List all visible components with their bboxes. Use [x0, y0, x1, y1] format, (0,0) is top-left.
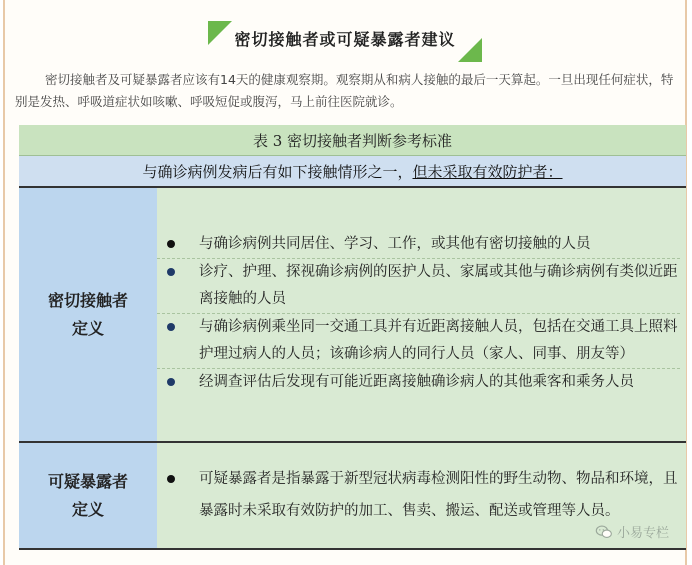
green-corner-decoration [458, 38, 482, 62]
title-box [208, 21, 481, 56]
green-corner-decoration [208, 21, 232, 45]
intro-paragraph: 密切接触者及可疑暴露者应该有14天的健康观察期。观察期从和病人接触的最后一天算起。一旦出现任何症状，特别是发热、呼吸道症状如咳嗽、呼吸短促或腹泻，马上前往医院就诊。 [15, 72, 674, 109]
bullet-icon [167, 323, 175, 331]
bullet-icon [167, 378, 175, 386]
list-item-text: 与确诊病例共同居住、学习、工作，或其他有密切接触的人员 [199, 236, 591, 252]
table-caption-row [19, 125, 686, 156]
list-item-text: 与确诊病例乘坐同一交通工具并有近距离接触人员，包括在交通工具上照料护理过病人的人员；该确诊病人的同行人员（家人、同事、朋友等） [199, 319, 678, 362]
list-item [157, 314, 680, 369]
title-area [5, 18, 685, 58]
table-row-suspected-exposure [19, 443, 686, 549]
list-item-text: 经调查评估后发现有可能近距离接触确诊病人的其他乘客和乘务人员 [199, 374, 634, 390]
page-title: 密切接触者或可疑暴露者建议 [234, 29, 456, 49]
row-label-line: 定义 [71, 318, 104, 338]
row-content-close-contact [157, 187, 686, 442]
row-label-suspected-exposure [19, 443, 157, 549]
bullet-icon [167, 268, 175, 276]
list-item [157, 463, 680, 527]
table-row-close-contact [19, 187, 686, 442]
table-intro-row [19, 156, 686, 188]
watermark-text: 小易专栏 [616, 526, 669, 541]
wechat-icon [595, 525, 613, 539]
page [3, 0, 687, 565]
watermark [595, 522, 669, 541]
table-caption: 表 3 密切接触者判断参考标准 [19, 125, 686, 156]
bullet-icon [167, 240, 175, 248]
contact-criteria-table [19, 125, 686, 550]
list-item [157, 231, 680, 259]
row-label-close-contact [19, 187, 157, 442]
list-item-text: 诊疗、护理、探视确诊病例的医护人员、家属或其他与确诊病例有类似近距离接触的人员 [199, 264, 678, 307]
row-label-line: 密切接触者 [47, 290, 128, 310]
row-label-line: 可疑暴露者 [47, 471, 128, 491]
table-intro [19, 156, 686, 188]
list-item-text: 可疑暴露者是指暴露于新型冠状病毒检测阳性的野生动物、物品和环境，且暴露时未采取有效防护的加工、售卖、搬运、配送或管理等人员。 [199, 470, 678, 519]
table-intro-text: 与确诊病例发病后有如下接触情形之一， [142, 162, 413, 181]
row-label-line: 定义 [71, 499, 104, 519]
table-intro-underlined: 但未采取有效防护者： [412, 162, 563, 181]
list-item [157, 369, 680, 396]
bullet-icon [167, 475, 175, 483]
list-item [157, 259, 680, 314]
